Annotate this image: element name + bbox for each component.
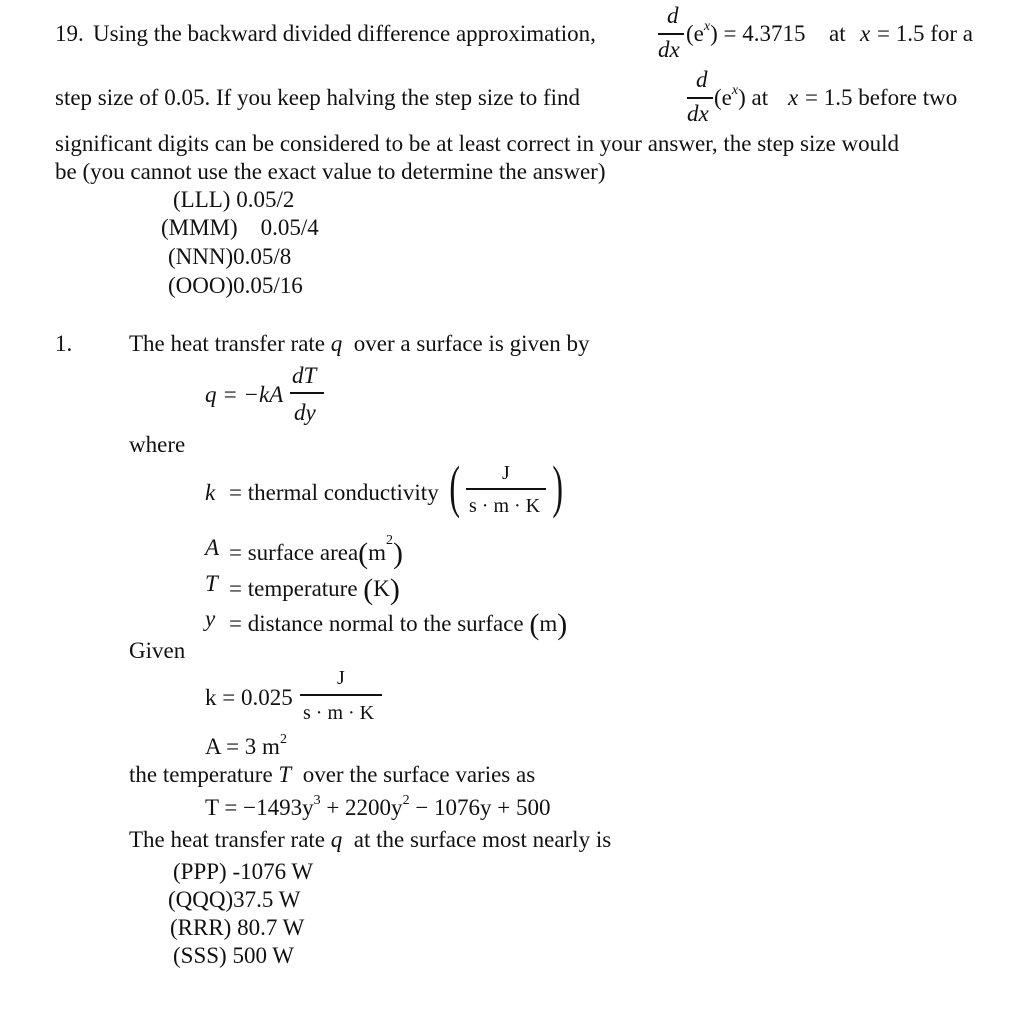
T-definition: = temperature (K): [229, 573, 400, 606]
k-symbol: k: [205, 480, 216, 505]
temperature-equation: $T = -1493y^3 + 2200y^2 - 1076y + 500$: [205, 793, 551, 820]
k-unit-num: J: [502, 462, 510, 484]
formula-lhs: q = −kA: [205, 382, 284, 407]
formula-bar: [290, 392, 324, 394]
q19-option-lll: (LLL) 0.05/2: [173, 187, 295, 212]
q19-line4-text: be (you cannot use the exact value to determine the answer): [55, 159, 606, 184]
q1-number: 1.: [55, 331, 73, 356]
left-paren: (: [449, 454, 460, 519]
x-var-2: x: [788, 85, 799, 110]
at-label-1: at: [829, 21, 846, 46]
k-definition: = thermal conductivity: [229, 480, 439, 505]
q19-line2-text: step size of 0.05. If you keep halving the step size to find: [55, 85, 581, 110]
q19-number: 19.: [55, 21, 84, 46]
q19-option-mmm: (MMM) 0.05/4: [161, 215, 319, 240]
ex-expression-2: $(e^x)$ at: [714, 83, 769, 110]
formula-den-dy: dy: [294, 400, 316, 425]
q19-option-ooo: (OOO)0.05/16: [168, 273, 303, 298]
given-label: Given: [129, 638, 186, 663]
k-given-num: J: [337, 667, 345, 689]
k-given: k = 0.025: [205, 685, 293, 710]
x-value-2: = 1.5 before two: [805, 85, 958, 110]
y-symbol: y: [205, 606, 216, 631]
fraction-num-d: d: [696, 67, 708, 92]
q19-line3-text: significant digits can be considered to be at least correct in your answer, the step size would: [55, 131, 900, 156]
q1-intro-text: The heat transfer rate q over a surface is given by: [129, 331, 590, 356]
fraction-bar: [658, 33, 684, 35]
q19-option-nnn: (NNN)0.05/8: [168, 244, 292, 269]
fraction-bar: [687, 97, 713, 99]
k-given-den: s · m · K: [303, 702, 375, 724]
ex-expression-1: $(e^x) = 4.3715$: [686, 19, 806, 46]
T-symbol: T: [205, 571, 218, 596]
rate-question: The heat transfer rate q at the surface most nearly is: [129, 827, 612, 852]
q1-option-sss: (SSS) 500 W: [173, 943, 294, 968]
q1-option-ppp: (PPP) -1076 W: [173, 859, 314, 884]
A-definition: = surface $area(m^2)$: [229, 533, 404, 570]
x-value-1: = 1.5 for a: [877, 21, 973, 46]
temperature-intro: the temperature T over the surface varies as: [129, 762, 536, 787]
y-definition: = distance normal to the surface (m): [229, 608, 568, 641]
fraction-num-d: d: [667, 3, 679, 28]
right-paren: ): [552, 454, 563, 519]
q19-line1-text: Using the backward divided difference approximation,: [93, 21, 596, 46]
formula-num-dT: dT: [292, 363, 317, 388]
k-unit-den: s · m · K: [469, 495, 541, 517]
k-unit-bar: [466, 488, 546, 490]
x-var-1: x: [860, 21, 871, 46]
A-symbol: A: [205, 535, 220, 560]
fraction-den-dx: dx: [658, 37, 680, 62]
where-label: where: [129, 432, 186, 457]
q1-option-rrr: (RRR) 80.7 W: [170, 915, 305, 940]
A-given: A = 3 $m^2$: [205, 732, 287, 759]
q1-option-qqq: (QQQ)37.5 W: [168, 887, 301, 912]
fraction-den-dx: dx: [687, 101, 709, 126]
k-given-bar: [300, 694, 382, 696]
